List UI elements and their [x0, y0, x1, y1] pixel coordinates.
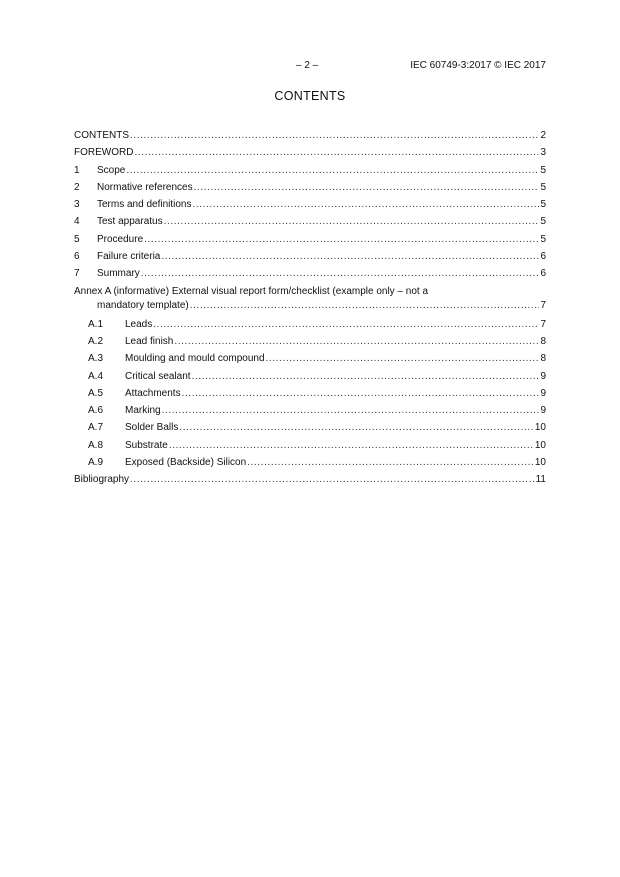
toc-page: 10: [534, 422, 546, 434]
toc-label: Exposed (Backside) Silicon: [125, 457, 247, 469]
toc-label: FOREWORD: [74, 147, 134, 159]
toc-number: A.9: [88, 457, 104, 469]
toc-entry-a1[interactable]: [74, 316, 546, 333]
leader-dots: [153, 316, 539, 333]
toc-page: 5: [540, 199, 546, 211]
toc-entry-a3[interactable]: [74, 350, 546, 367]
toc-label: Failure criteria: [97, 251, 161, 263]
toc-page: 9: [540, 405, 546, 417]
toc-number: A.6: [88, 405, 104, 417]
toc-label: Attachments: [125, 387, 181, 399]
leader-dots: [194, 179, 540, 196]
toc-entry-clause-5[interactable]: [74, 231, 546, 248]
toc-number: A.8: [88, 439, 104, 451]
toc-page: 5: [540, 233, 546, 245]
toc-number: 7: [74, 268, 80, 280]
leader-dots: [192, 368, 540, 385]
toc-entry-a7[interactable]: [74, 419, 546, 436]
toc-label: Normative references: [97, 181, 193, 193]
toc-page: 10: [534, 439, 546, 451]
toc-number: A.7: [88, 422, 104, 434]
leader-dots: [130, 471, 535, 488]
toc-number: 1: [74, 164, 80, 176]
toc-number: A.5: [88, 387, 104, 399]
toc-number: 6: [74, 251, 80, 263]
toc-label: Critical sealant: [125, 370, 191, 382]
toc-page: 5: [540, 181, 546, 193]
toc-label: Bibliography: [74, 474, 130, 486]
leader-dots: [144, 231, 539, 248]
toc-entry-a9[interactable]: [74, 454, 546, 471]
toc-page: 9: [540, 387, 546, 399]
toc-number: A.2: [88, 335, 104, 347]
toc-entry-clause-4[interactable]: [74, 213, 546, 230]
toc-page: 9: [540, 370, 546, 382]
toc-entry-clause-1[interactable]: [74, 162, 546, 179]
toc-number: 2: [74, 181, 80, 193]
toc-label: Scope: [97, 164, 126, 176]
leader-dots: [174, 333, 539, 350]
toc-number: A.1: [88, 318, 104, 330]
standard-reference: IEC 60749-3:2017 © IEC 2017: [410, 60, 546, 71]
page-title: CONTENTS: [274, 89, 346, 103]
toc-page: 3: [540, 147, 546, 159]
toc-label: Terms and definitions: [97, 199, 192, 211]
toc-label: Summary: [97, 268, 140, 280]
toc-label: Substrate: [125, 439, 168, 451]
toc-page: 5: [540, 164, 546, 176]
leader-dots: [179, 419, 534, 436]
toc-page: 8: [540, 335, 546, 347]
toc-entry-clause-2[interactable]: [74, 179, 546, 196]
leader-dots: [162, 402, 540, 419]
toc-number: 5: [74, 233, 80, 245]
toc-page: 11: [535, 474, 546, 486]
toc-entry-a4[interactable]: [74, 368, 546, 385]
table-of-contents: [74, 127, 546, 489]
toc-label: Marking: [125, 405, 161, 417]
toc-label: Moulding and mould compound: [125, 353, 265, 365]
toc-entry-a2[interactable]: [74, 333, 546, 350]
toc-number: A.4: [88, 370, 104, 382]
toc-entry-clause-6[interactable]: [74, 248, 546, 265]
toc-label: Solder Balls: [125, 422, 179, 434]
leader-dots: [247, 454, 534, 471]
toc-entry-bibliography[interactable]: [74, 471, 546, 488]
toc-page: 7: [540, 318, 546, 330]
toc-entry-foreword[interactable]: [74, 144, 546, 161]
toc-entry-a5[interactable]: [74, 385, 546, 402]
leader-dots: [126, 162, 539, 179]
annex-title-line-2: mandatory template): [97, 299, 189, 311]
toc-entry-a6[interactable]: [74, 402, 546, 419]
toc-label: CONTENTS: [74, 130, 129, 141]
leader-dots: [161, 248, 539, 265]
toc-page: 7: [540, 299, 546, 311]
annex-title-line-2-row: [74, 299, 546, 316]
toc-entry-clause-3[interactable]: [74, 196, 546, 213]
toc-label: Lead finish: [125, 335, 174, 347]
toc-entry-a8[interactable]: [74, 437, 546, 454]
toc-entry-clause-7[interactable]: [74, 265, 546, 282]
leader-dots: [182, 385, 540, 402]
leader-dots: [169, 437, 534, 454]
toc-label: Procedure: [97, 233, 144, 245]
leader-dots: [193, 196, 540, 213]
toc-page: 10: [534, 457, 546, 469]
toc-label: Test apparatus: [97, 216, 163, 228]
leader-dots: [134, 144, 539, 161]
toc-number: 4: [74, 216, 80, 228]
toc-page: 6: [540, 251, 546, 263]
leader-dots: [141, 265, 540, 282]
toc-page: 8: [540, 353, 546, 365]
toc-page: 2: [540, 130, 546, 141]
toc-page: 5: [540, 216, 546, 228]
annex-title-line-1: Annex A (informative) External visual report form/checklist (example only – not a: [74, 285, 429, 297]
toc-number: 3: [74, 199, 80, 211]
page-number: – 2 –: [296, 60, 319, 71]
toc-label: Leads: [125, 318, 153, 330]
leader-dots: [164, 213, 540, 230]
toc-page: 6: [540, 268, 546, 280]
toc-entry-annex-a[interactable]: [74, 283, 546, 316]
toc-entry-contents[interactable]: [74, 127, 546, 144]
leader-dots: [266, 350, 540, 367]
leader-dots: [190, 299, 540, 313]
leader-dots: [130, 127, 539, 144]
toc-number: A.3: [88, 353, 104, 365]
